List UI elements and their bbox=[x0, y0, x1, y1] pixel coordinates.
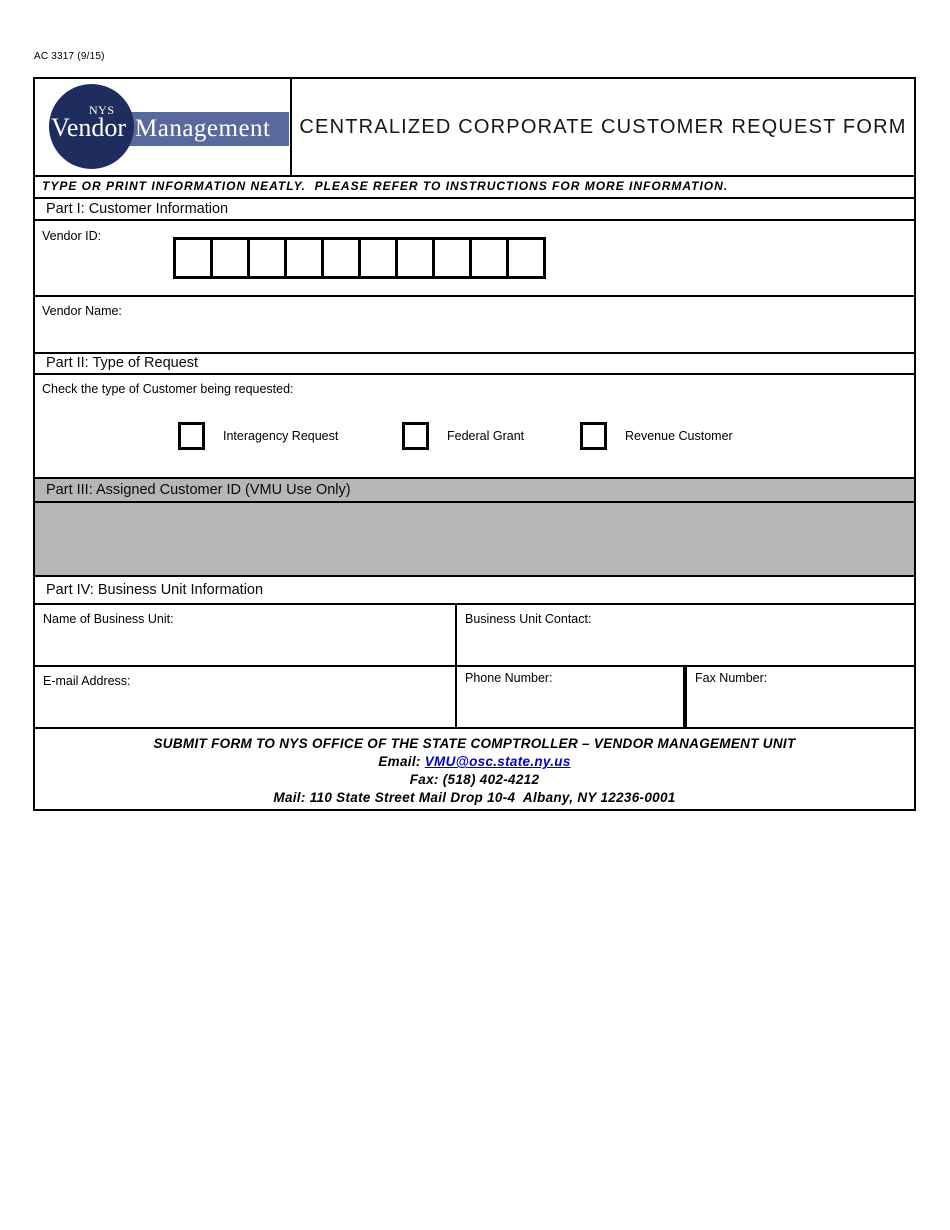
email-address-label: E-mail Address: bbox=[43, 674, 131, 688]
vendor-id-cell[interactable] bbox=[284, 237, 324, 279]
email-prefix: Email: bbox=[378, 754, 425, 769]
vendor-id-label: Vendor ID: bbox=[42, 229, 102, 243]
business-unit-row-2 bbox=[35, 667, 914, 729]
vendor-id-cell[interactable] bbox=[247, 237, 287, 279]
form-header bbox=[35, 79, 914, 177]
vendor-id-cell[interactable] bbox=[469, 237, 509, 279]
interagency-request-label: Interagency Request bbox=[223, 429, 339, 443]
phone-number-field[interactable] bbox=[457, 667, 687, 727]
part1-section-header: Part I: Customer Information bbox=[35, 199, 914, 221]
vendor-id-row bbox=[35, 221, 914, 297]
form-title: CENTRALIZED CORPORATE CUSTOMER REQUEST FORM bbox=[299, 115, 907, 138]
option-revenue-customer bbox=[580, 422, 733, 450]
option-federal-grant bbox=[402, 422, 524, 450]
vendor-id-cell[interactable] bbox=[358, 237, 398, 279]
business-unit-row-1 bbox=[35, 605, 914, 667]
revenue-customer-checkbox[interactable] bbox=[580, 422, 607, 450]
vendor-id-boxes bbox=[173, 237, 546, 279]
form-container bbox=[33, 77, 916, 811]
vendor-id-cell[interactable] bbox=[506, 237, 546, 279]
email-address-field[interactable] bbox=[35, 667, 457, 727]
email-line bbox=[35, 753, 914, 771]
phone-number-label: Phone Number: bbox=[465, 671, 553, 685]
revenue-customer-label: Revenue Customer bbox=[625, 429, 733, 443]
part3-section-header: Part III: Assigned Customer ID (VMU Use Only) bbox=[35, 479, 914, 503]
business-unit-contact-field[interactable] bbox=[457, 605, 914, 665]
business-unit-contact-label: Business Unit Contact: bbox=[465, 612, 592, 626]
logo-cell bbox=[35, 79, 292, 175]
federal-grant-label: Federal Grant bbox=[447, 429, 525, 443]
fax-number-field[interactable] bbox=[687, 667, 914, 727]
vendor-id-cell[interactable] bbox=[432, 237, 472, 279]
submit-instruction-line: SUBMIT FORM TO NYS OFFICE OF THE STATE COMPTROLLER – VENDOR MANAGEMENT UNIT bbox=[153, 736, 796, 751]
part2-section-header: Part II: Type of Request bbox=[35, 354, 914, 375]
vendor-id-cell[interactable] bbox=[321, 237, 361, 279]
part4-section-header: Part IV: Business Unit Information bbox=[35, 577, 914, 605]
vendor-id-cell[interactable] bbox=[395, 237, 435, 279]
submission-info bbox=[35, 729, 914, 809]
mail-line: Mail: 110 State Street Mail Drop 10-4 Albany, NY 12236-0001 bbox=[273, 790, 676, 805]
instruction-banner: TYPE OR PRINT INFORMATION NEATLY. PLEASE REFER TO INSTRUCTIONS FOR MORE INFORMATION. bbox=[35, 177, 914, 199]
option-interagency-request bbox=[178, 422, 338, 450]
vendor-id-cell[interactable] bbox=[173, 237, 213, 279]
vendor-id-cell[interactable] bbox=[210, 237, 250, 279]
vendor-name-field[interactable] bbox=[35, 297, 914, 354]
interagency-request-checkbox[interactable] bbox=[178, 422, 205, 450]
fax-number-label: Fax Number: bbox=[695, 671, 768, 685]
email-link[interactable]: VMU@osc.state.ny.us bbox=[424, 754, 571, 769]
fax-line: Fax: (518) 402-4212 bbox=[409, 772, 540, 787]
federal-grant-checkbox[interactable] bbox=[402, 422, 429, 450]
business-unit-name-field[interactable] bbox=[35, 605, 457, 665]
logo-vendor-text: Vendor bbox=[51, 113, 127, 142]
logo-management-text: Management bbox=[135, 115, 271, 142]
form-number: AC 3317 (9/15) bbox=[34, 51, 105, 62]
customer-type-section bbox=[35, 375, 914, 479]
customer-type-prompt: Check the type of Customer being requested: bbox=[42, 382, 294, 396]
vendor-name-label: Vendor Name: bbox=[42, 304, 122, 318]
logo-nys-text: NYS bbox=[89, 103, 115, 117]
assigned-customer-id-area bbox=[35, 503, 914, 577]
business-unit-name-label: Name of Business Unit: bbox=[43, 612, 174, 626]
